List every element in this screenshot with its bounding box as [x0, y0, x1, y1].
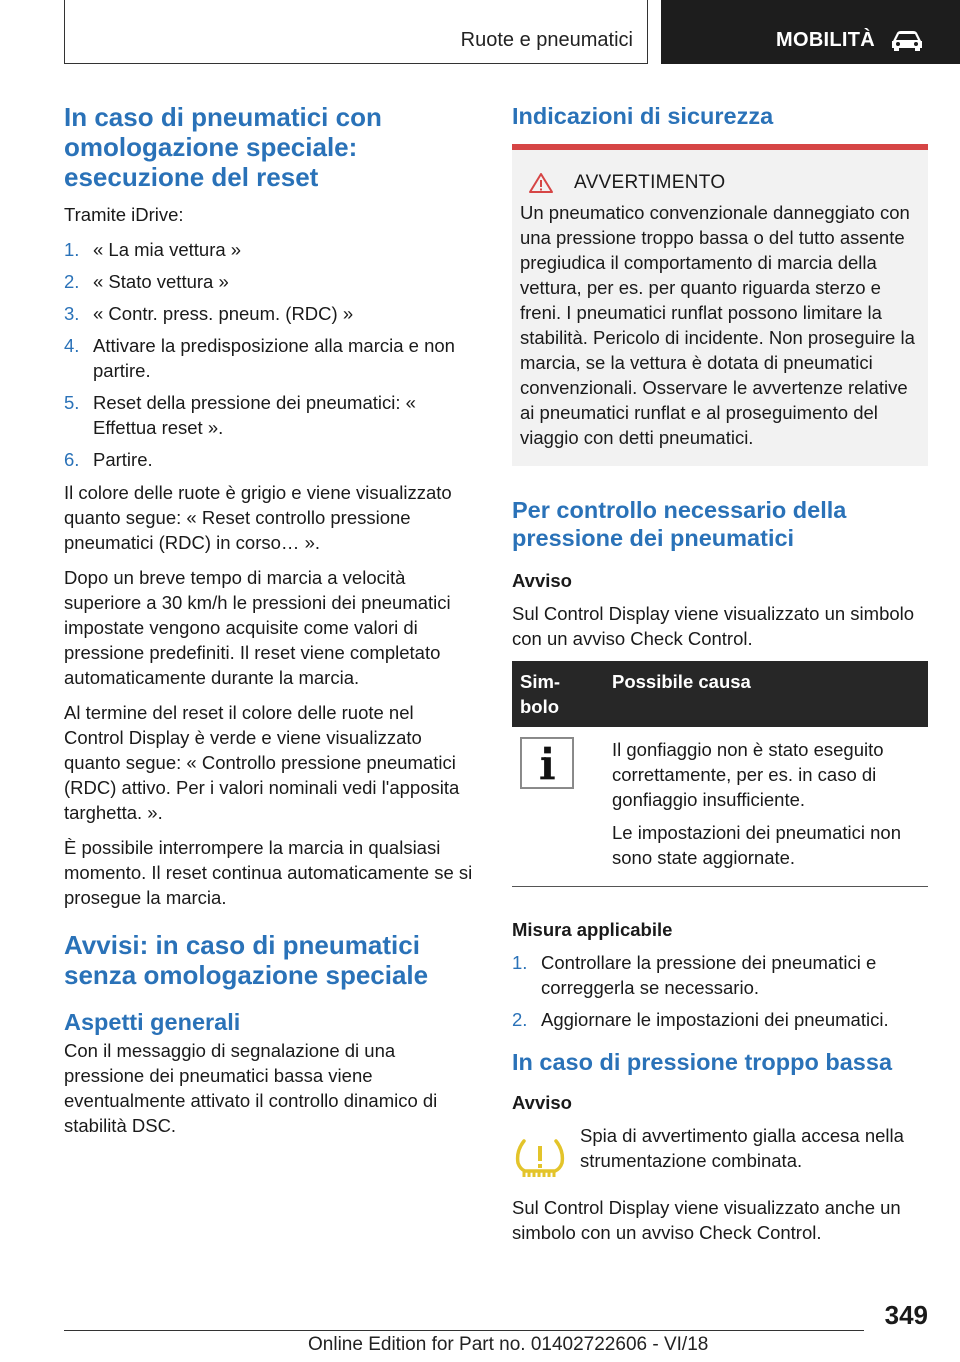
list-item — [512, 950, 928, 1000]
header-section-box — [64, 0, 648, 64]
step-text: Controllare la pressione dei pneumatici e correggerla se necessario. — [541, 952, 877, 998]
header-chapter-label: MOBILITÀ — [776, 29, 876, 51]
symbol-table — [512, 661, 928, 887]
step-text: « Stato vettura » — [93, 271, 229, 292]
reset-complete-paragraph: Al termine del reset il colore delle ruote nel Control Display è verde e viene visualizzato quanto segue: « Controllo pressione pneumatici (RDC) attivo. Per i valori nominali vedi l'apposita targhetta. ». — [64, 702, 460, 823]
step-text: Partire. — [93, 449, 153, 470]
cause-text-1: Il gonfiaggio non è stato eseguito correttamente, per es. in caso di gonfiaggio insufficiente. — [612, 739, 884, 810]
reset-drive-paragraph: Dopo un breve tempo di marcia a velocità superiore a 30 km/h le pressioni dei pneumatici impostate vengono acquisite come valori di pressione predefiniti. Il reset viene completato automaticamente durante la marcia. — [64, 567, 451, 688]
step-text: Attivare la predisposizione alla marcia e non partire. — [93, 335, 455, 381]
reset-heading: In caso di pneumatici con omologazione speciale: esecuzione del reset — [64, 102, 382, 192]
step-number: 3. — [64, 303, 80, 324]
controllo-heading: Per controllo necessario della pressione dei pneumatici — [512, 497, 847, 551]
table-header-cause: Possibile causa — [604, 661, 928, 727]
cause-text-2: Le impostazioni dei pneumatici non sono state aggiornate. — [612, 822, 901, 868]
misura-label: Misura applicabile — [512, 919, 673, 940]
aspetti-heading: Aspetti generali — [64, 1009, 241, 1035]
warning-box — [512, 144, 928, 466]
tpms-notice — [512, 1123, 928, 1181]
spia-text: Spia di avvertimento gialla accesa nella strumentazione combinata. — [580, 1125, 904, 1171]
avviso-text: Sul Control Display viene visualizzato un simbolo con un avviso Check Control. — [512, 603, 915, 649]
warning-triangle-icon — [528, 172, 554, 194]
header-section-title: Ruote e pneumatici — [460, 29, 633, 51]
step-number: 2. — [64, 271, 80, 292]
step-number: 1. — [64, 239, 80, 260]
table-header-symbol: Sim-bolo — [512, 661, 604, 727]
list-item — [64, 333, 476, 383]
step-text: Reset della pressione dei pneumatici: « Effettua reset ». — [93, 392, 416, 438]
step-number: 1. — [512, 952, 528, 973]
table-cell-symbol — [512, 727, 604, 887]
aspetti-text: Con il messaggio di segnalazione di una pressione dei pneumatici bassa viene eventualmente attivato il controllo dinamico di stabilità DSC. — [64, 1040, 438, 1136]
avviso2-label: Avviso — [512, 1092, 572, 1113]
right-column — [512, 102, 928, 1255]
info-icon — [520, 737, 574, 789]
table-cell-cause — [604, 727, 928, 887]
page-number: 349 — [884, 1300, 928, 1330]
warning-title: AVVERTIMENTO — [574, 172, 726, 193]
misura-steps-list — [512, 950, 928, 1032]
list-item — [64, 269, 476, 294]
left-column — [64, 102, 476, 1148]
final-text: Sul Control Display viene visualizzato anche un simbolo con un avviso Check Control. — [512, 1197, 901, 1243]
bassa-heading: In caso di pressione troppo bassa — [512, 1049, 893, 1075]
avviso-label: Avviso — [512, 570, 572, 591]
step-text: « Contr. press. pneum. (RDC) » — [93, 303, 354, 324]
table-row — [512, 727, 928, 887]
footer-divider — [64, 1330, 864, 1331]
list-item — [64, 237, 476, 262]
footer-edition: Online Edition for Part no. 01402722606 - VI/18 — [308, 1334, 709, 1355]
step-number: 4. — [64, 335, 80, 356]
header-chapter-tab — [661, 0, 960, 64]
step-number: 5. — [64, 392, 80, 413]
step-text: Aggiornare le impostazioni dei pneumatici. — [541, 1009, 889, 1030]
list-item — [512, 1007, 928, 1032]
step-number: 2. — [512, 1009, 528, 1030]
list-item — [64, 301, 476, 326]
reset-steps-list — [64, 237, 476, 472]
car-icon — [889, 28, 925, 52]
tramite-text: Tramite iDrive: — [64, 204, 184, 225]
list-item — [64, 390, 476, 440]
warning-text: Un pneumatico convenzionale danneggiato con una pressione troppo bassa o del tutto assente pregiudica il comportamento di marcia della vettura, per es. per quanto riguarda sterzo e freni. I pneumatici runflat possono limitare la stabilità. Pericolo di incidente. Non proseguire la marcia, se la vettura è dotata di pneumatici convenzionali. Osservare le avvertenze relative ai pneumatici runflat e al proseguimento del viaggio con detti pneumatici. — [520, 202, 915, 448]
avvisi-heading: Avvisi: in caso di pneumatici senza omologazione speciale — [64, 930, 429, 990]
reset-interrupt-paragraph: È possibile interrompere la marcia in qualsiasi momento. Il reset continua automaticamente se si prosegue la marcia. — [64, 837, 473, 908]
sicurezza-heading: Indicazioni di sicurezza — [512, 103, 774, 129]
list-item — [64, 447, 476, 472]
step-text: « La mia vettura » — [93, 239, 242, 260]
step-number: 6. — [64, 449, 80, 470]
reset-status-paragraph: Il colore delle ruote è grigio e viene visualizzato quanto segue: « Reset controllo pressione pneumatici (RDC) in corso… ». — [64, 482, 452, 553]
tire-pressure-warning-icon — [512, 1137, 568, 1181]
